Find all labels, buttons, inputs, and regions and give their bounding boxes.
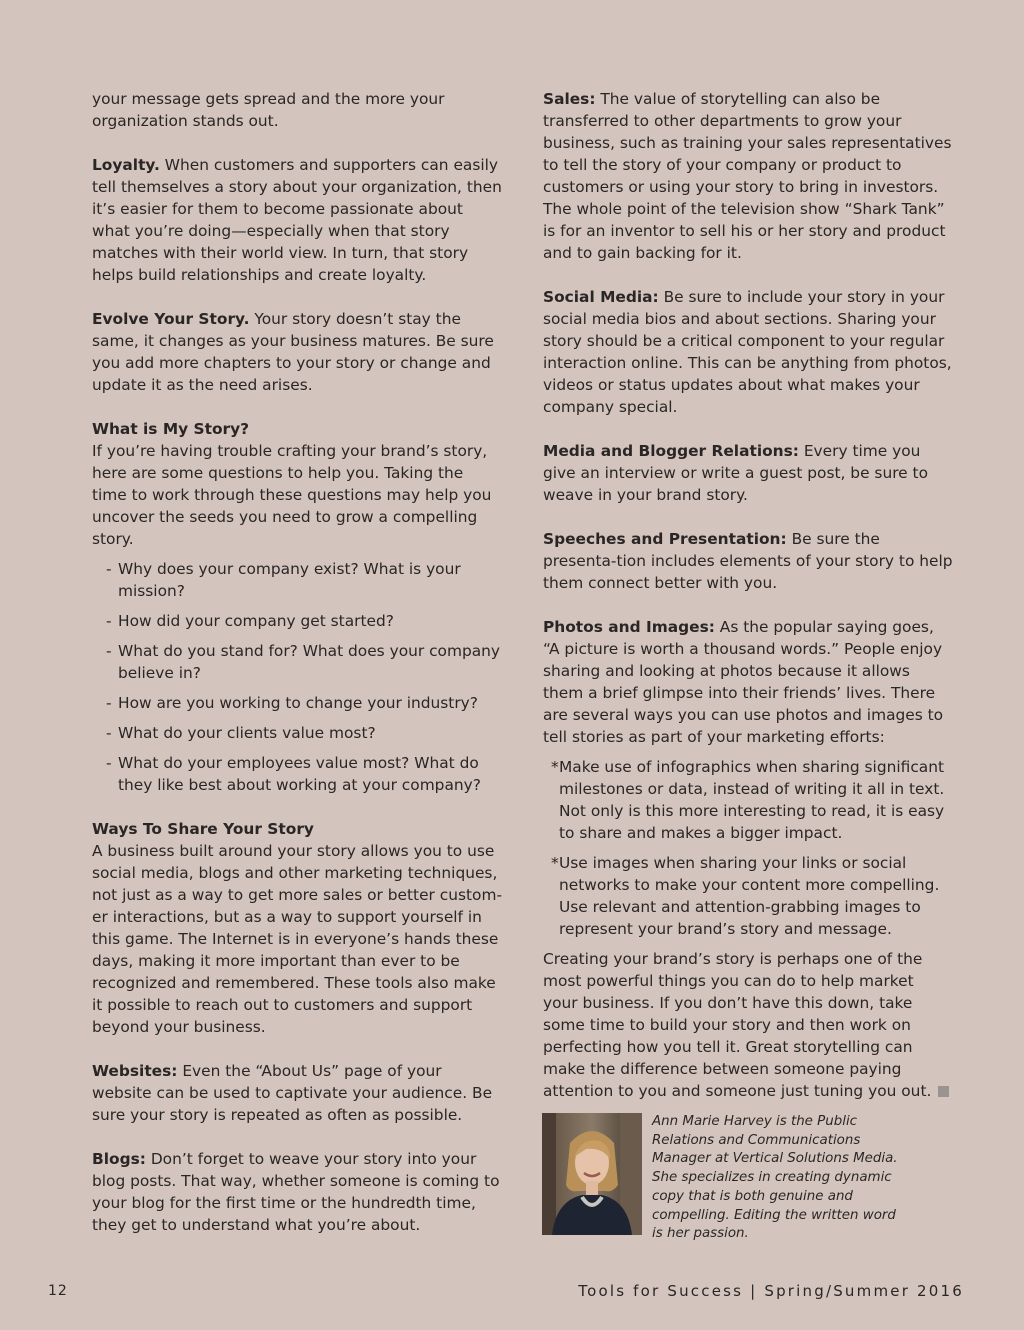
author-photo: [542, 1113, 642, 1235]
sales-heading: Sales:: [543, 90, 596, 108]
photos-text: As the popular saying goes, “A picture is worth a thousand words.” People enjoy sharing and looking at photos because it allows them a brief glimpse into their friends’ lives. There are several ways you can use photos and images to tell stories as part of your marketing efforts:: [543, 618, 944, 746]
social-text: Be sure to include your story in your social media bios and about sections. Sharing your story should be a critical component to your regular interaction online. This can be anything from photos, videos or status updates about what makes your company special.: [543, 288, 952, 416]
websites-heading: Websites:: [92, 1062, 178, 1080]
blogs-paragraph: [92, 1148, 502, 1236]
list-item: - What do you stand for? What does your company believe in?: [106, 640, 502, 684]
evolve-heading: Evolve Your Story.: [92, 310, 250, 328]
right-column: [543, 88, 953, 1124]
ways-text: A business built around your story allows you to use social media, blogs and other marketing techniques, not just as a way to get more sales or better custom-er interactions, but as a way to support yourself in this game. The Internet is in everyone’s hands these days, making it more important than ever to be recognized and remembered. These tools also make it possible to reach out to customers and support beyond your business.: [92, 842, 502, 1036]
what-text: If you’re having trouble crafting your brand’s story, here are some questions to help you. Taking the time to work through these questions may help you uncover the seeds you need to grow a compelling story.: [92, 442, 492, 548]
intro-paragraph: your message gets spread and the more your organization stands out.: [92, 90, 445, 130]
sales-text: The value of storytelling can also be transferred to other departments to grow your business, such as training your sales representatives to tell the story of your company or product to customers or using your story to bring in investors. The whole point of the television show “Shark Tank” is for an inventor to sell his or her story and product and to gain backing for it.: [543, 90, 952, 262]
list-item: - What do your clients value most?: [106, 722, 502, 744]
media-paragraph: [543, 440, 953, 506]
blogs-heading: Blogs:: [92, 1150, 146, 1168]
evolve-paragraph: [92, 308, 502, 396]
list-item: - How are you working to change your industry?: [106, 692, 502, 714]
media-text: Every time you give an interview or write a guest post, be sure to weave in your brand story.: [543, 442, 928, 504]
blogs-text: Don’t forget to weave your story into your blog posts. That way, whether someone is coming to your blog for the first time or the hundredth time, they get to understand what you’re about.: [92, 1150, 500, 1234]
loyalty-text: When customers and supporters can easily tell themselves a story about your organization, then it’s easier for them to become passionate about what you’re doing—especially when that story matches with their world view. In turn, that story helps build relationships and create loyalty.: [92, 156, 502, 284]
list-item: * Make use of infographics when sharing significant milestones or data, instead of writing it all in text. Not only is this more interesting to read, it is easy to share and makes a bigger impact.: [551, 756, 953, 844]
publication-footer: Tools for Success | Spring/Summer 2016: [578, 1282, 964, 1300]
photos-paragraph: [543, 616, 953, 748]
loyalty-heading: Loyalty.: [92, 156, 160, 174]
speeches-paragraph: [543, 528, 953, 594]
ways-heading: Ways To Share Your Story: [92, 820, 314, 838]
social-paragraph: [543, 286, 953, 418]
speeches-text: Be sure the presenta-tion includes elements of your story to help them connect better with you.: [543, 530, 953, 592]
what-heading: What is My Story?: [92, 420, 250, 438]
closing-paragraph: [543, 948, 953, 1102]
questions-list: [92, 558, 502, 796]
author-box: [542, 1113, 962, 1242]
evolve-text: Your story doesn’t stay the same, it changes as your business matures. Be sure you add more chapters to your story or change and update it as the need arises.: [92, 310, 494, 394]
social-heading: Social Media:: [543, 288, 659, 306]
ways-section: [92, 818, 502, 1038]
media-heading: Media and Blogger Relations:: [543, 442, 799, 460]
sales-paragraph: [543, 88, 953, 264]
websites-text: Even the “About Us” page of your website can be used to captivate your audience. Be sure your story is repeated as often as possible.: [92, 1062, 493, 1124]
left-column: [92, 88, 502, 1258]
list-item: - How did your company get started?: [106, 610, 502, 632]
websites-paragraph: [92, 1060, 502, 1126]
speeches-heading: Speeches and Presentation:: [543, 530, 787, 548]
page-number: 12: [48, 1283, 68, 1299]
tips-list: [543, 756, 953, 940]
photos-heading: Photos and Images:: [543, 618, 715, 636]
list-item: - What do your employees value most? What do they like best about working at your company?: [106, 752, 502, 796]
what-section: [92, 418, 502, 550]
closing-text: Creating your brand’s story is perhaps one of the most powerful things you can do to help market your business. If you don’t have this down, take some time to build your story and then work on perfecting how you tell it. Great storytelling can make the difference between someone paying attention to you and someone just tuning you out.: [543, 950, 932, 1100]
loyalty-paragraph: [92, 154, 502, 286]
list-item: * Use images when sharing your links or social networks to make your content more compelling. Use relevant and attention-grabbing images to represent your brand’s story and message.: [551, 852, 953, 940]
author-portrait-icon: [542, 1113, 642, 1235]
end-mark-icon: [938, 1086, 949, 1097]
author-bio: Ann Marie Harvey is the Public Relations and Communications Manager at Vertical Solutions Media. She specializes in creating dynamic copy that is both genuine and compelling. Editing the written word is her passion.: [652, 1114, 898, 1242]
list-item: - Why does your company exist? What is your mission?: [106, 558, 502, 602]
